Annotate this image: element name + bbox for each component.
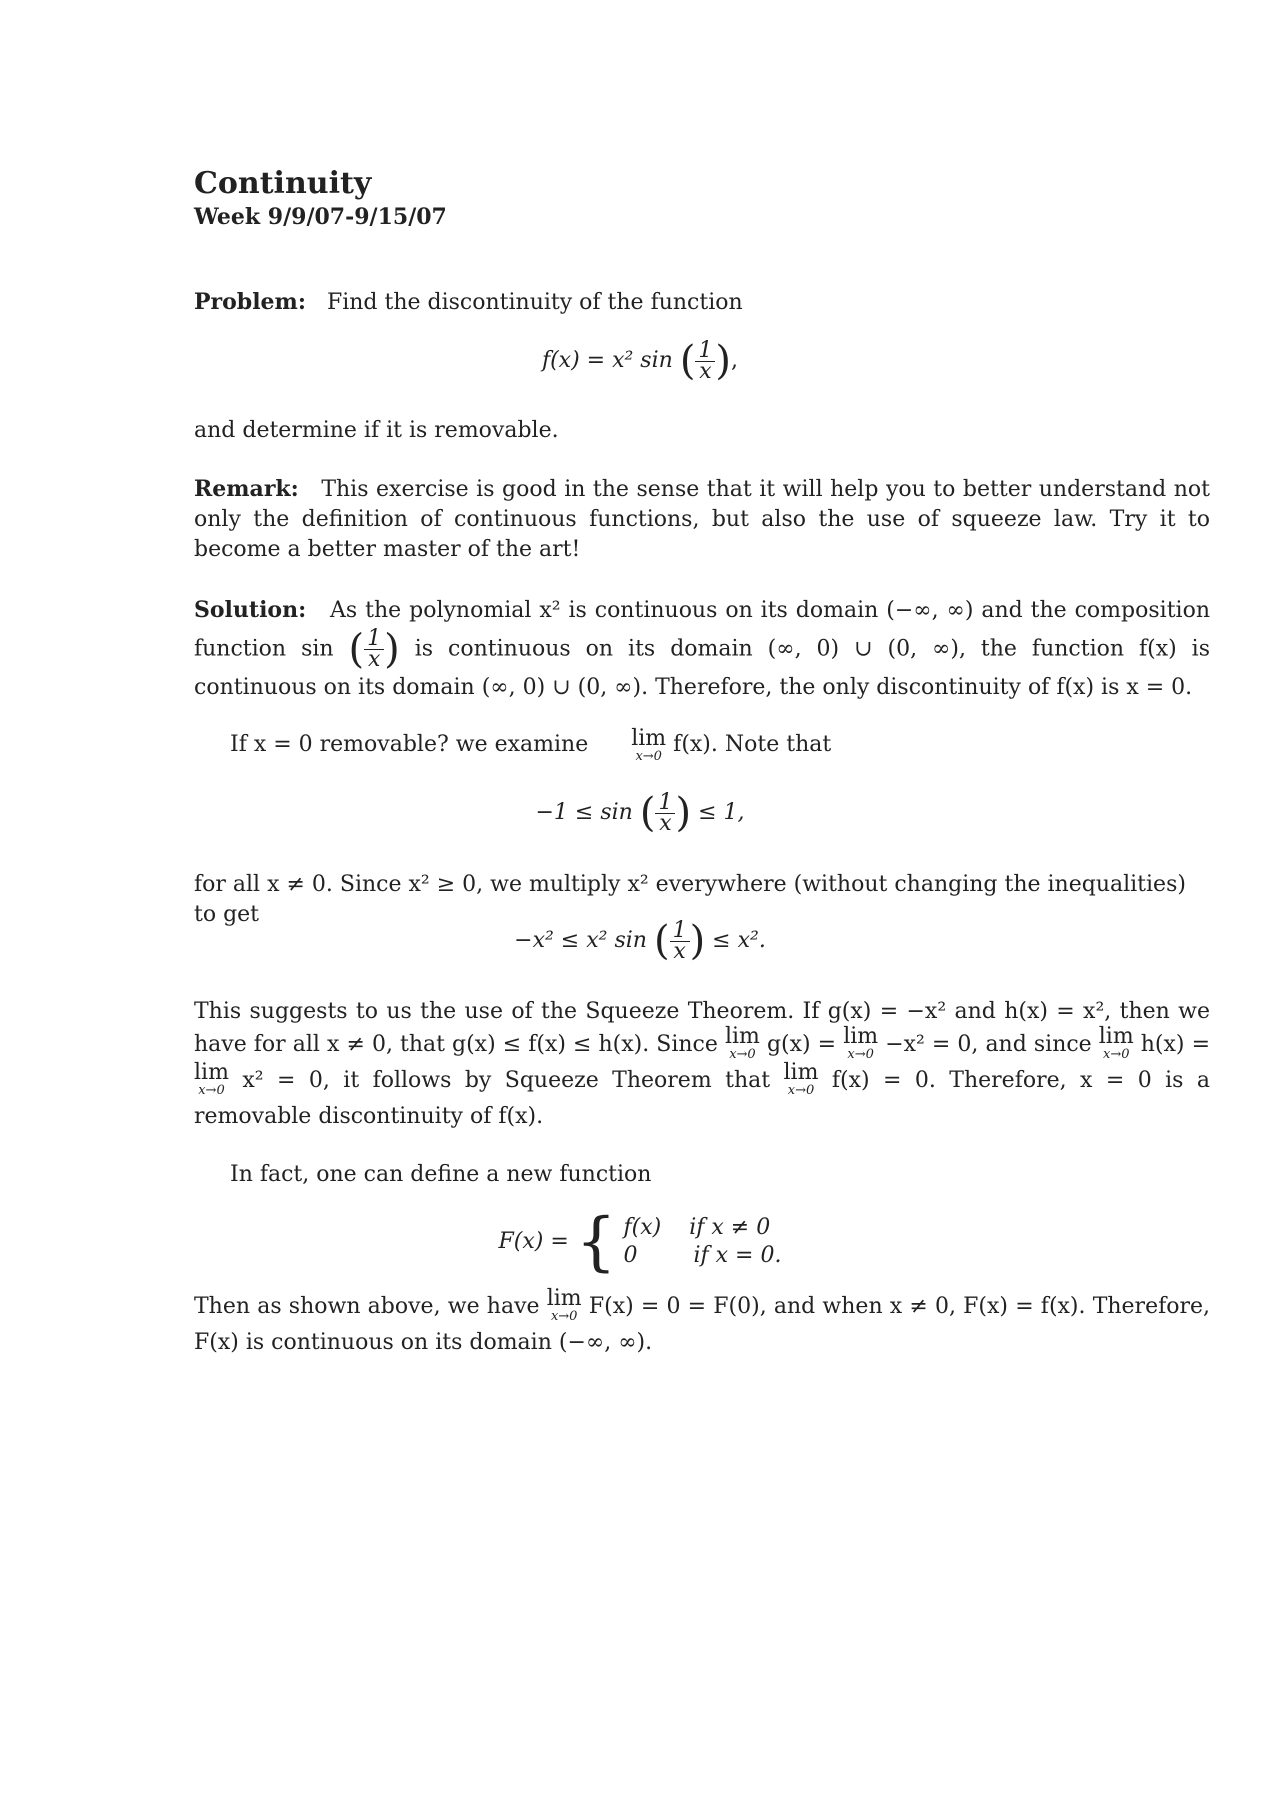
page-title: Continuity bbox=[194, 166, 372, 201]
problem-fraction: $\frac{1}{x}$ bbox=[695, 341, 715, 382]
problem-statement bbox=[194, 287, 1210, 318]
remark-label: Remark: bbox=[194, 476, 299, 502]
remark-paragraph bbox=[194, 474, 1210, 565]
problem-text: Find the discontinuity of the function bbox=[326, 290, 743, 315]
piecewise-cases: f(x) if x ≠ 0 0 if x = 0. bbox=[623, 1215, 782, 1268]
problem-equation-lhs: f(x) = x² sin bbox=[541, 348, 673, 373]
solution-paragraph-6: Then as shown above, we have lim x→0 F(x) = 0 = F(0), and when x ≠ 0, F(x) = f(x). Therefore, F(x) is continuous on its domain (−∞, ∞). bbox=[194, 1286, 1211, 1355]
solution-paragraph-5: In fact, one can define a new function bbox=[230, 1162, 652, 1187]
solution-paragraph-4: This suggests to us the use of the Squeeze Theorem. If g(x) = −x² and h(x) = x², then we have for all x ≠ 0, that g(x) ≤ f(x) ≤ h(x). Since lim x→0 g(x) = lim x→0 −x² = 0, and since lim x→0 h(x) = lim x→0 x² = 0, it follows by Squeeze Theorem that lim x→0 f(x) = 0. Therefore, x = 0 is a removable discontinuity of f(x). bbox=[194, 999, 1211, 1129]
solution-paragraph-3: for all x ≠ 0. Since x² ≥ 0, we multiply x² everywhere (without changing the inequalities) to get bbox=[194, 872, 1186, 927]
piecewise-definition: F(x) = { f(x) if x ≠ 0 0 if x = 0. bbox=[498, 1205, 782, 1279]
remark-text: This exercise is good in the sense that it will help you to better understand not only the definition of continuous functions, but also the use of squeeze law. Try it to become a better master of the art! bbox=[194, 477, 1210, 562]
problem-tail: and determine if it is removable. bbox=[194, 418, 559, 443]
solution-paragraph-2: If x = 0 removable? we examine lim x→0 f(x). Note that bbox=[230, 726, 832, 764]
problem-equation: f(x) = x² sin ( $\frac{1}{x}$ ), bbox=[541, 337, 739, 384]
solution-label: Solution: bbox=[194, 597, 307, 623]
page-subtitle: Week 9/9/07-9/15/07 bbox=[194, 204, 447, 230]
problem-label: Problem: bbox=[194, 289, 306, 315]
solution-paragraph-1: Solution: As the polynomial x² is continuous on its domain (−∞, ∞) and the composition function sin ( $\frac{1}{x}$ ) is continuous on its domain (∞, 0) ∪ (0, ∞), the function f(x) is continuous on its domain (∞, 0) ∪ (0, ∞). Therefore, the only discontinuity of f(x) is x = 0. bbox=[194, 597, 1210, 700]
inequality-2: −x² ≤ x² sin ( $\frac{1}{x}$ ) ≤ x². bbox=[514, 917, 766, 964]
inequality-1: −1 ≤ sin ( $\frac{1}{x}$ ) ≤ 1, bbox=[535, 789, 745, 836]
limit-expression: lim x→0 bbox=[631, 726, 667, 764]
